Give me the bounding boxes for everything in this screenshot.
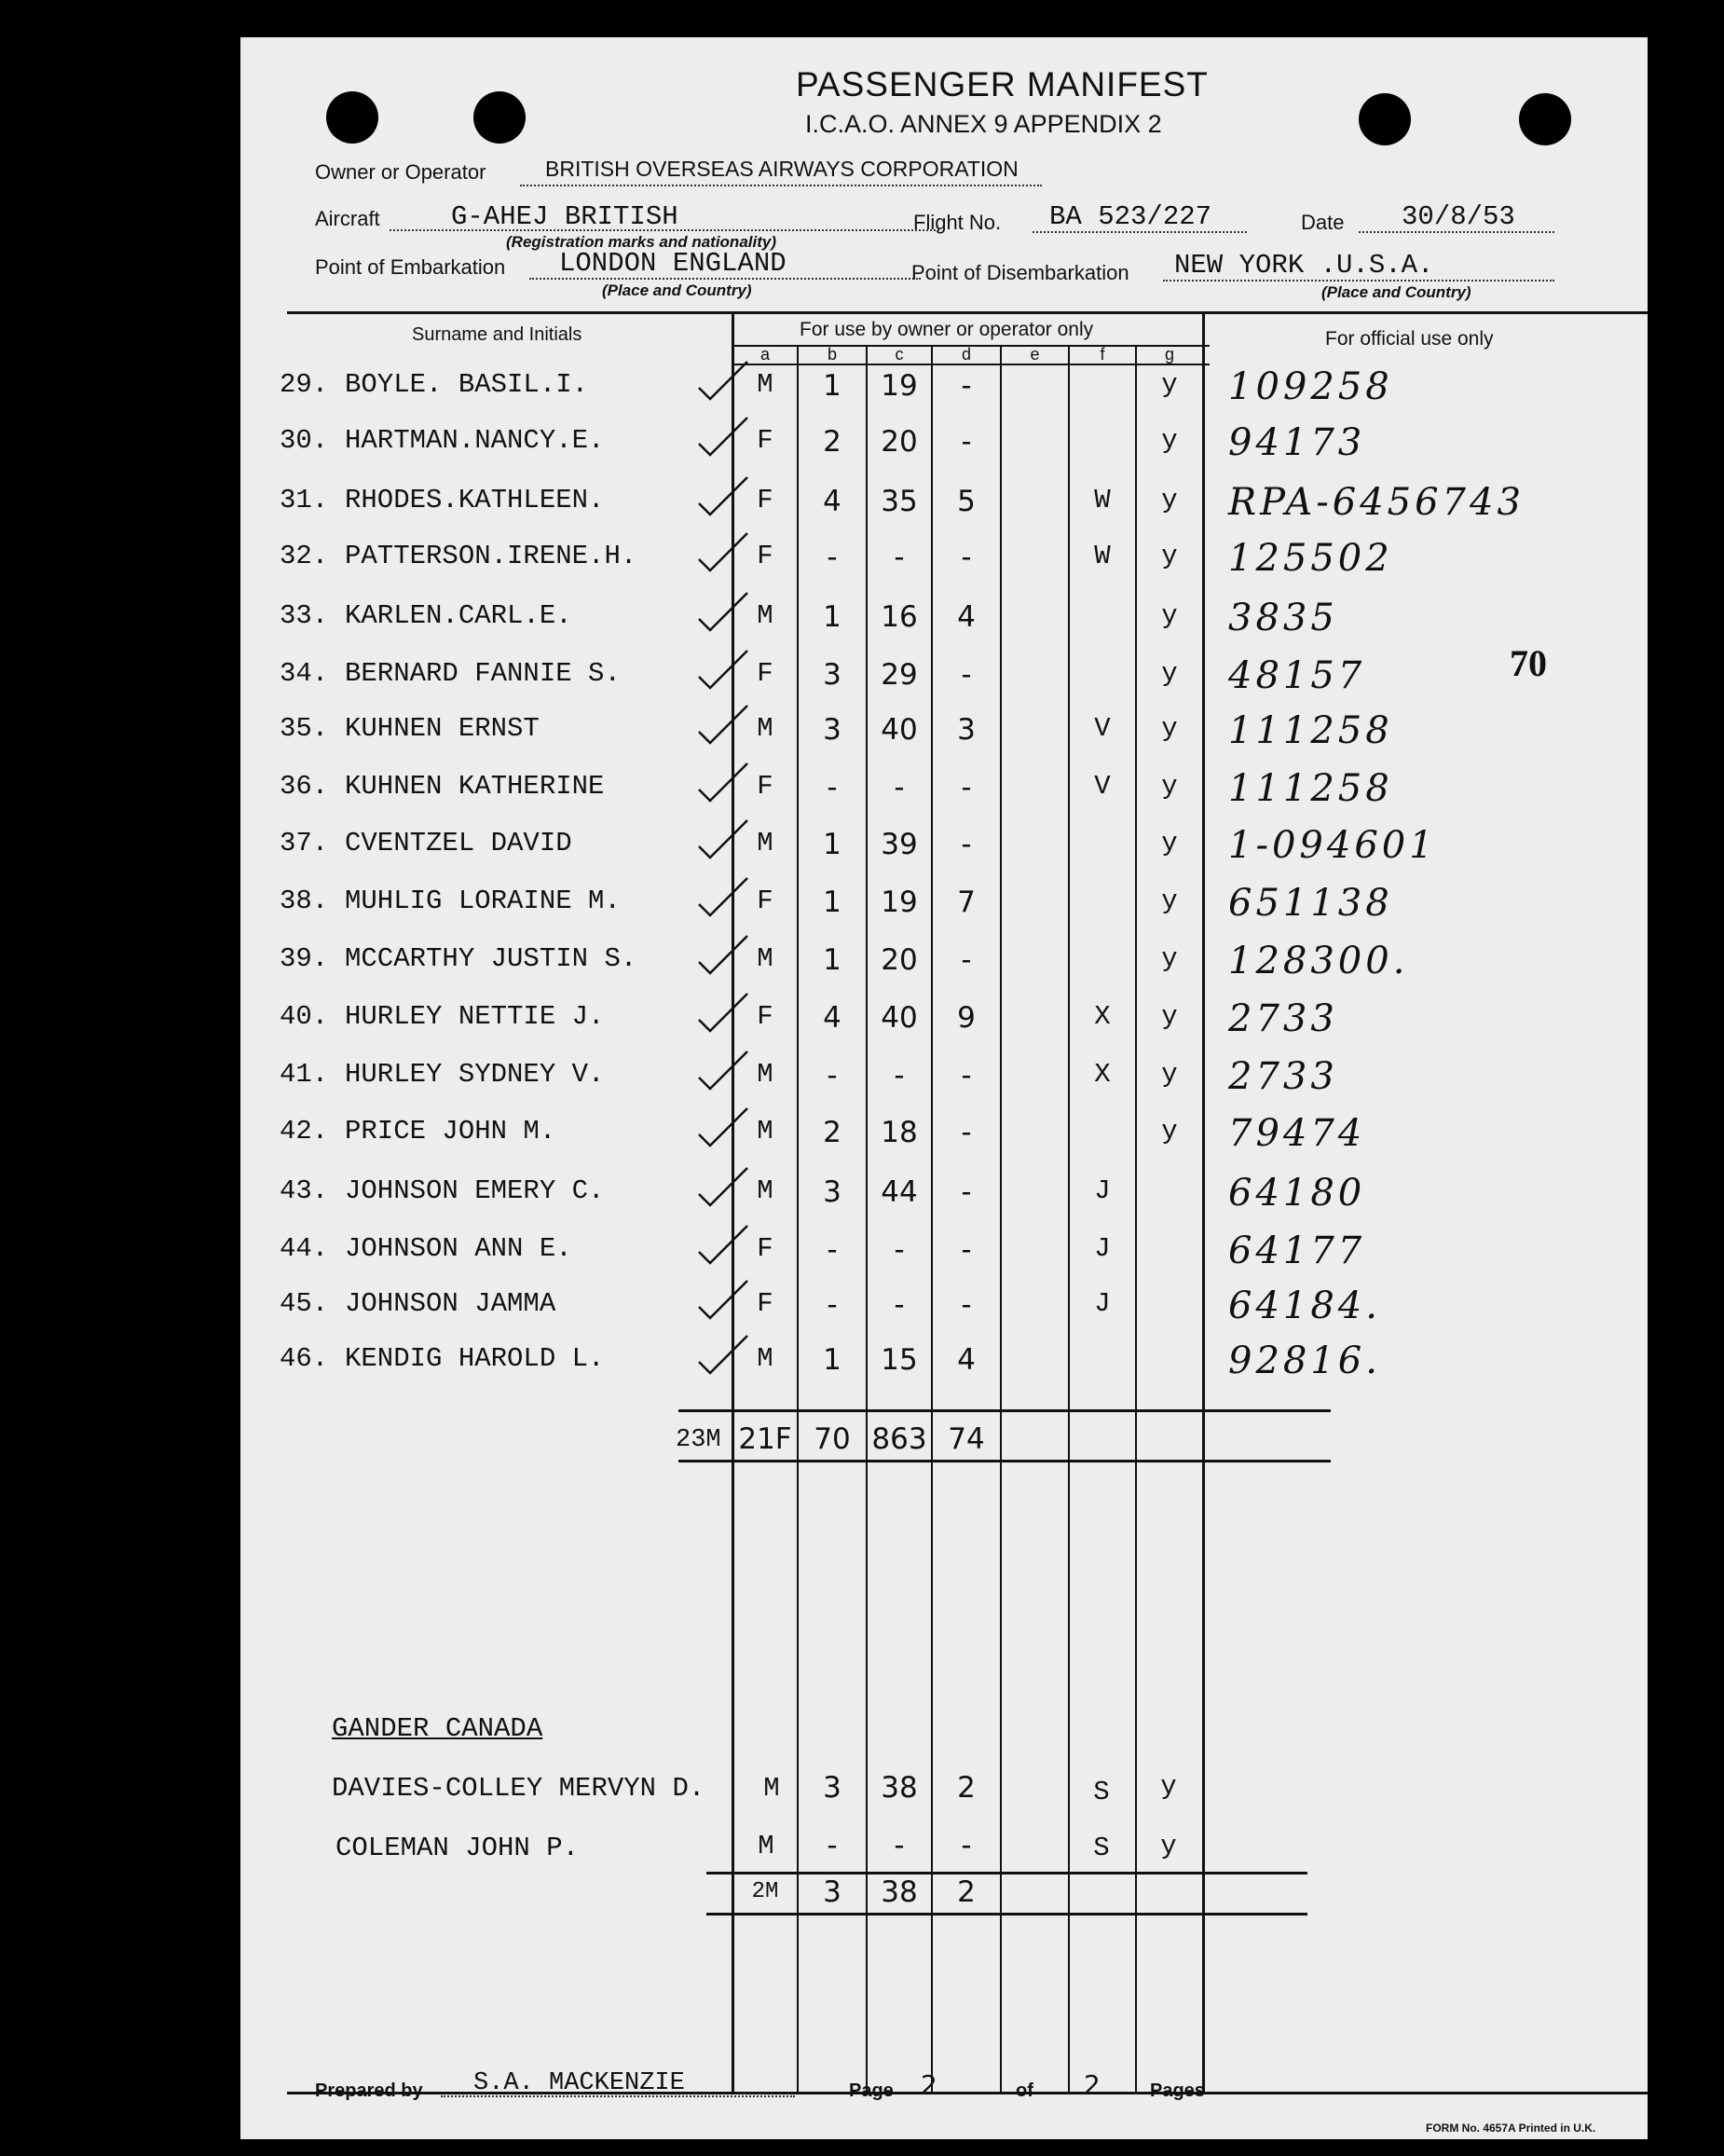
cell-d: 4: [957, 1343, 976, 1377]
cell-g: y: [1161, 943, 1178, 974]
punch-hole: [1519, 93, 1571, 145]
disembark-label: Point of Disembarkation: [911, 261, 1129, 284]
sub-column-header: c: [895, 345, 904, 364]
cell-d: -: [961, 425, 972, 459]
passenger-number: 43.: [280, 1175, 329, 1206]
col-divider-f: [1068, 345, 1070, 2092]
cell-f: J: [1094, 1233, 1111, 1264]
official-number: 2733: [1228, 997, 1338, 1040]
passenger-number: 36.: [280, 771, 329, 802]
passenger-name: KUHNEN ERNST: [345, 713, 540, 744]
owner-value: BRITISH OVERSEAS AIRWAYS CORPORATION: [545, 157, 1019, 181]
manifest-sheet: [240, 37, 1648, 2139]
sub-column-header: d: [961, 345, 971, 364]
cell-g: y: [1161, 1059, 1178, 1090]
cell-c: -: [894, 1288, 905, 1322]
gander-row-2-g: y: [1160, 1831, 1177, 1861]
passenger-name: KENDIG HAROLD L.: [345, 1343, 605, 1374]
cell-f: V: [1094, 771, 1111, 802]
date-line: [1359, 231, 1554, 233]
passenger-name: MUHLIG LORAINE M.: [345, 886, 621, 916]
cell-c: -: [894, 1233, 905, 1267]
cell-g: y: [1161, 713, 1178, 744]
cell-g: y: [1161, 600, 1178, 631]
cell-c: 20: [881, 943, 918, 977]
cell-f: J: [1094, 1288, 1111, 1319]
cell-c: 19: [881, 886, 918, 919]
cell-d: -: [961, 1059, 972, 1092]
passenger-number: 46.: [280, 1343, 329, 1374]
gander-row-1-d: 2: [957, 1771, 976, 1805]
col-header-official: For official use only: [1325, 328, 1494, 350]
official-number: 111258: [1228, 709, 1393, 752]
form-number: FORM No. 4657A Printed in U.K.: [1426, 2122, 1596, 2135]
gander-totals-bottom-rule: [706, 1913, 1307, 1916]
official-number: 64184.: [1228, 1284, 1381, 1327]
official-number: 1-094601: [1228, 824, 1437, 867]
flight-line: [1033, 231, 1247, 233]
cell-g: y: [1161, 658, 1178, 689]
gander-totals-b: 3: [823, 1875, 841, 1909]
pages-total: 2: [1084, 2069, 1101, 2100]
passenger-number: 35.: [280, 713, 329, 744]
totals-b: 70: [814, 1422, 851, 1456]
passenger-number: 37.: [280, 828, 329, 858]
gander-totals-c: 38: [881, 1875, 918, 1909]
cell-b: 1: [823, 600, 841, 634]
gander-row-1-c: 38: [881, 1771, 918, 1805]
passenger-name: CVENTZEL DAVID: [345, 828, 572, 858]
gander-row-2-d: -: [961, 1829, 972, 1862]
cell-d: -: [961, 1288, 972, 1322]
owner-line: [520, 185, 1042, 186]
cell-d: -: [961, 943, 972, 977]
cell-b: -: [827, 1288, 838, 1322]
gander-row-2-b: -: [827, 1829, 838, 1862]
passenger-number: 40.: [280, 1001, 329, 1032]
cell-b: 1: [823, 886, 841, 919]
passenger-name: JOHNSON EMERY C.: [345, 1175, 605, 1206]
totals-label: 23M: [676, 1426, 721, 1454]
passenger-name: JOHNSON ANN E.: [345, 1233, 572, 1264]
cell-a: M: [757, 600, 773, 631]
cell-a: M: [757, 1343, 773, 1374]
registration-note: (Registration marks and nationality): [506, 233, 776, 251]
passenger-number: 32.: [280, 541, 329, 571]
cell-d: 5: [957, 485, 976, 518]
passenger-number: 39.: [280, 943, 329, 974]
cell-c: 44: [881, 1175, 918, 1209]
cell-c: 29: [881, 658, 918, 692]
aircraft-label: Aircraft: [315, 207, 380, 230]
cell-a: F: [757, 485, 773, 515]
cell-a: M: [757, 943, 773, 974]
cell-f: W: [1094, 541, 1111, 571]
official-number: 79474: [1228, 1112, 1366, 1155]
cell-c: 16: [881, 600, 918, 634]
gander-row-1-g: y: [1160, 1771, 1177, 1802]
passenger-name: RHODES.KATHLEEN.: [345, 485, 605, 515]
embark-line: [529, 278, 921, 280]
totals-a: 21F: [738, 1422, 792, 1456]
gander-row-2-name: COLEMAN JOHN P.: [335, 1833, 580, 1863]
passenger-name: PATTERSON.IRENE.H.: [345, 541, 637, 571]
sub-column-header: b: [827, 345, 837, 364]
passenger-number: 33.: [280, 600, 329, 631]
prepared-by: S.A. MACKENZIE: [473, 2069, 685, 2097]
cell-d: -: [961, 771, 972, 804]
cell-g: y: [1161, 886, 1178, 916]
official-number: RPA-6456743: [1228, 481, 1525, 524]
cell-b: -: [827, 1059, 838, 1092]
cell-g: y: [1161, 1116, 1178, 1147]
embark-value: LONDON ENGLAND: [559, 248, 787, 279]
cell-d: 4: [957, 600, 976, 634]
official-number: 125502: [1228, 537, 1393, 580]
totals-d: 74: [948, 1422, 985, 1456]
cell-b: 2: [823, 1116, 841, 1149]
sub-column-header: g: [1164, 345, 1174, 364]
flight-value: BA 523/227: [1049, 201, 1212, 232]
cell-g: y: [1161, 485, 1178, 515]
cell-a: F: [757, 1233, 773, 1264]
page-label: Page: [849, 2080, 894, 2101]
col-header-operator: For use by owner or operator only: [800, 319, 1094, 340]
passenger-number: 29.: [280, 369, 329, 400]
prepared-line: [441, 2095, 795, 2097]
passenger-name: HURLEY NETTIE J.: [345, 1001, 605, 1032]
cell-c: 19: [881, 369, 918, 403]
cell-b: -: [827, 1233, 838, 1267]
cell-b: 2: [823, 425, 841, 459]
gander-row-2-a: M: [758, 1831, 774, 1861]
col-divider-official: [1202, 311, 1205, 2092]
passenger-name: BOYLE. BASIL.I.: [345, 369, 589, 400]
cell-b: 1: [823, 1343, 841, 1377]
cell-b: -: [827, 771, 838, 804]
cell-b: 4: [823, 485, 841, 518]
cell-d: -: [961, 658, 972, 692]
page-number: 2: [921, 2069, 937, 2100]
cell-d: -: [961, 541, 972, 574]
pages-label: Pages: [1150, 2080, 1205, 2101]
cell-d: -: [961, 1233, 972, 1267]
official-number: 111258: [1228, 767, 1393, 810]
cell-b: 3: [823, 713, 841, 747]
passenger-number: 42.: [280, 1116, 329, 1147]
cell-a: M: [757, 1059, 773, 1090]
gander-row-1-f: S: [1093, 1777, 1110, 1807]
totals-top-rule: [678, 1409, 1331, 1412]
passenger-name: BERNARD FANNIE S.: [345, 658, 621, 689]
official-number: 64177: [1228, 1229, 1366, 1272]
side-number: 70: [1510, 642, 1547, 684]
gander-row-1-a: M: [763, 1773, 780, 1804]
passenger-number: 38.: [280, 886, 329, 916]
table-top-rule: [287, 311, 1648, 314]
cell-c: -: [894, 541, 905, 574]
flight-label: Flight No.: [913, 211, 1002, 234]
cell-c: 20: [881, 425, 918, 459]
cell-b: 3: [823, 658, 841, 692]
aircraft-value: G-AHEJ BRITISH: [451, 201, 678, 232]
cell-a: F: [757, 1288, 773, 1319]
passenger-number: 45.: [280, 1288, 329, 1319]
totals-bottom-rule: [678, 1460, 1331, 1463]
cell-d: -: [961, 1175, 972, 1209]
sub-column-header: a: [759, 345, 770, 364]
passenger-number: 31.: [280, 485, 329, 515]
passenger-name: HURLEY SYDNEY V.: [345, 1059, 605, 1090]
cell-b: 4: [823, 1001, 841, 1035]
form-subtitle: I.C.A.O. ANNEX 9 APPENDIX 2: [805, 110, 1162, 138]
passenger-number: 34.: [280, 658, 329, 689]
cell-f: J: [1094, 1175, 1111, 1206]
disembark-line: [1163, 280, 1554, 282]
official-number: 94173: [1228, 421, 1366, 464]
cell-c: 40: [881, 1001, 918, 1035]
of-label: of: [1016, 2080, 1033, 2101]
cell-c: 40: [881, 713, 918, 747]
cell-c: 15: [881, 1343, 918, 1377]
cell-f: V: [1094, 713, 1111, 744]
embark-place-note: (Place and Country): [602, 282, 752, 299]
cell-a: F: [757, 541, 773, 571]
passenger-name: HARTMAN.NANCY.E.: [345, 425, 605, 456]
disembark-place-note: (Place and Country): [1321, 283, 1471, 301]
cell-a: F: [757, 658, 773, 689]
cell-g: y: [1161, 1001, 1178, 1032]
cell-b: 1: [823, 943, 841, 977]
cell-f: X: [1094, 1001, 1111, 1032]
cell-f: X: [1094, 1059, 1111, 1090]
embark-label: Point of Embarkation: [315, 255, 506, 279]
cell-g: y: [1161, 369, 1178, 400]
disembark-value: NEW YORK .U.S.A.: [1174, 250, 1434, 281]
cell-a: M: [757, 713, 773, 744]
official-number: 92816.: [1228, 1339, 1381, 1382]
owner-label: Owner or Operator: [315, 160, 486, 184]
cell-a: F: [757, 886, 773, 916]
gander-row-2-f: S: [1093, 1833, 1110, 1863]
passenger-number: 30.: [280, 425, 329, 456]
date-label: Date: [1301, 211, 1345, 234]
sub-column-header: e: [1030, 345, 1040, 364]
cell-g: y: [1161, 425, 1178, 456]
col-header-surname: Surname and Initials: [412, 324, 582, 345]
punch-hole: [326, 91, 378, 144]
gander-row-1-b: 3: [823, 1771, 841, 1805]
official-number: 2733: [1228, 1055, 1338, 1098]
cell-b: 1: [823, 369, 841, 403]
date-value: 30/8/53: [1402, 201, 1515, 232]
punch-hole: [473, 91, 526, 144]
aircraft-line: [390, 229, 939, 231]
official-number: 3835: [1228, 597, 1338, 639]
cell-g: y: [1161, 541, 1178, 571]
cell-c: -: [894, 1059, 905, 1092]
official-number: 128300.: [1228, 940, 1409, 982]
cell-a: F: [757, 1001, 773, 1032]
cell-a: M: [757, 369, 773, 400]
cell-a: M: [757, 1175, 773, 1206]
passenger-name: PRICE JOHN M.: [345, 1116, 556, 1147]
cell-b: 1: [823, 828, 841, 861]
punch-hole: [1359, 93, 1411, 145]
cell-a: M: [757, 1116, 773, 1147]
official-number: 109258: [1228, 365, 1393, 408]
cell-g: y: [1161, 771, 1178, 802]
cell-b: -: [827, 541, 838, 574]
gander-row-1-name: DAVIES-COLLEY MERVYN D.: [332, 1773, 705, 1804]
prepared-label: Prepared by: [315, 2080, 423, 2101]
cell-d: 9: [957, 1001, 976, 1035]
form-title: PASSENGER MANIFEST: [796, 65, 1209, 103]
passenger-name: JOHNSON JAMMA: [345, 1288, 556, 1319]
passenger-name: MCCARTHY JUSTIN S.: [345, 943, 637, 974]
cell-a: F: [757, 425, 773, 456]
cell-c: 18: [881, 1116, 918, 1149]
gander-heading: GANDER CANADA: [332, 1713, 543, 1744]
official-number: 651138: [1228, 882, 1393, 925]
cell-d: -: [961, 1116, 972, 1149]
passenger-name: KARLEN.CARL.E.: [345, 600, 572, 631]
cell-c: 39: [881, 828, 918, 861]
cell-d: -: [961, 369, 972, 403]
cell-d: 3: [957, 713, 976, 747]
sub-column-header: f: [1100, 345, 1105, 364]
passenger-number: 41.: [280, 1059, 329, 1090]
cell-g: y: [1161, 828, 1178, 858]
official-number: 48157: [1228, 654, 1366, 697]
cell-f: W: [1094, 485, 1111, 515]
cell-d: 7: [957, 886, 976, 919]
cell-a: F: [757, 771, 773, 802]
official-number: 64180: [1228, 1172, 1366, 1215]
cell-b: 3: [823, 1175, 841, 1209]
gander-totals-d: 2: [957, 1875, 976, 1909]
passenger-name: KUHNEN KATHERINE: [345, 771, 605, 802]
cell-a: M: [757, 828, 773, 858]
cell-c: -: [894, 771, 905, 804]
totals-c: 863: [871, 1422, 927, 1456]
gander-totals-top-rule: [706, 1872, 1307, 1874]
cell-c: 35: [881, 485, 918, 518]
passenger-number: 44.: [280, 1233, 329, 1264]
gander-totals-a: 2M: [751, 1879, 779, 1904]
gander-row-2-c: -: [894, 1829, 905, 1862]
cell-d: -: [961, 828, 972, 861]
